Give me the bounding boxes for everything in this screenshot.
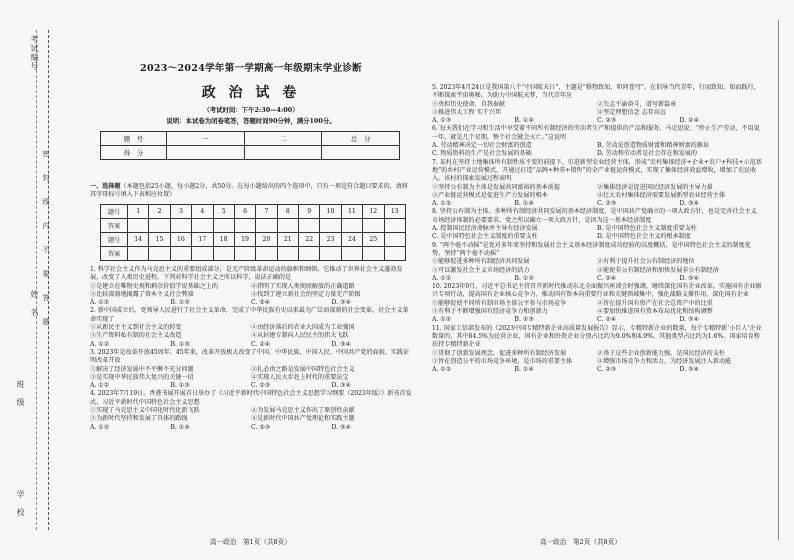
question-options [432,275,762,283]
exam-subject-title: 政 治 试 卷 [201,85,301,101]
answer-option[interactable]: A. ①② [432,316,452,324]
answer-option[interactable]: B. ①④ [170,423,190,431]
answer-cell[interactable] [277,247,298,261]
answer-cell[interactable] [170,247,191,261]
question-stem: 8. 坚持公有制为主体、多种所有制经济共同发展的基本经济制度，是中国共产党确立的一项大政方针，也是完善社会主义市场经济体制的必要要求。党之所以确立一项大政方针，是因为这一基本经济制度 [432,208,757,224]
answer-qnum: 10 [320,205,341,219]
answer-cell[interactable] [213,219,234,233]
choice-statement: ③旨在创造公平的市场竞争环境，是市场的重要主体 [432,357,573,365]
answer-cell[interactable] [299,247,320,261]
score-table-row [101,132,400,146]
answer-qnum: 5 [213,205,234,219]
answer-qnum: 14 [128,233,149,247]
answer-option[interactable]: A. ①② [432,274,452,282]
choice-statement: ②为发展马克思主义作出了原创性贡献 [251,407,355,415]
choice-statement: ②有利于提升社会公有制经济的地位 [597,258,695,266]
answer-qnum: 11 [341,205,362,219]
answer-option[interactable]: C. ②③ [251,382,271,390]
section-one-instructions [90,183,412,200]
score-table-row [101,146,400,160]
choice-statement: ③是实现中华民族伟大复兴的关键一招 [90,373,194,381]
question-stem: 5. 2023年4月24日是我国第八个“中国航天日”，主题是“格物致知，叩问苍穹”。在倡导当代青年，行而致知，知而践行，不断探索宇宙奥秘。为助力中国航天梦，当代青年应 [432,84,760,100]
answer-cell[interactable] [256,219,277,233]
answer-qnum: 13 [384,205,406,219]
answer-option[interactable]: C. 是中国特色社会主义制度的重要支柱 [432,233,538,241]
score-table [100,131,400,160]
choice-statement: ①贯彻了创新发展理念，促进多种所有制经济发展 [432,349,567,357]
question-choices [432,142,762,159]
answer-table-arow [101,219,406,233]
choice-statement: ④找到了建立新社会的坚定力量无产阶级 [251,290,361,298]
answer-option[interactable]: C. ②③ [597,366,617,374]
exam-time: （考试时间：下午2:30—4:00） [203,106,299,114]
question-item [90,307,412,348]
answer-option[interactable]: D. ③④ [331,299,351,307]
answer-label: 题号 [101,233,128,247]
choice-statement: ②集体经济是促进国民经济发展的主导力量 [597,183,713,191]
question-item [432,325,762,375]
answer-cell[interactable] [341,219,362,233]
question-item [432,283,762,324]
exam-header-title: 2023～2024学年第一学期高一年级期末学业诊断 [140,63,362,74]
question-options [432,316,762,324]
question-item [90,349,412,390]
page-footer-right: 高一政治 第2页（共8页） [540,538,621,546]
answer-qnum: 16 [170,233,191,247]
answer-qnum: 6 [234,205,255,219]
choice-statement: ①坚持公有制为主体是发展共同富裕的基本前提 [432,183,560,191]
answer-cell[interactable] [234,219,255,233]
answer-option[interactable]: D. ③④ [679,274,699,282]
exam-no-label: 考试编号 [30,35,39,71]
answer-cell[interactable] [256,247,277,261]
answer-qnum: 7 [256,205,277,219]
choice-statement: ④增强市场竞争力和活力，为经济发展注入新动能 [597,357,732,365]
question-options [90,341,412,349]
choice-statement: ④壮大农村集体经济需要发展新型农业经营主体 [597,191,725,199]
answer-qnum: 20 [256,233,277,247]
choice-statement: ③可以激发社会主义市场经济的活力 [432,266,530,274]
answer-cell[interactable] [320,219,341,233]
answer-cell[interactable] [128,247,149,261]
answer-cell[interactable] [149,247,170,261]
answer-cell[interactable] [299,219,320,233]
question-stem: 11. 国家工信部发布的《2023中国专精特新企业高质量发展报告》显示，专精特新企业的数量，每个专精特新‘小巨人’企业数量的，其中84.5%为民营企业，国有企业和外资企业分别占比约为9.0%和4.9%，其他类型占比约为1.6%。国家培育和扶持专精特新企业 [432,324,762,349]
score-cell: 题 号 [101,132,167,146]
answer-qnum: 19 [234,233,255,247]
question-stem: 7. 某村在坚持土地集体所有制性质不变的前提下，引进新型农业经营主体，形成“农村集体经济+企业+农户+科技+示范基地”的乡村产业运营模式，开通过打造“品牌+种养+销售”的全产业链运营模式，实现了集体经济效益增收，增加了农民收入。该村的探索发展过程表明 [432,158,762,183]
choice-statement: ③推进伟大工程 实干兴邦 [432,108,501,116]
choice-statement: ①勇担历史使命，自我奉献 [432,100,506,108]
exam-note: 说明：本试卷为闭卷笔答，答题时间90分钟，满分100分。 [166,117,336,125]
answer-qnum: 23 [320,233,341,247]
answer-cell[interactable] [213,247,234,261]
answer-qnum: 1 [128,205,149,219]
choice-statement: ①是建立在唯物史观和剩余价值学说基础之上的 [90,282,218,290]
question-options [432,366,762,374]
answer-option[interactable]: B. ①③ [514,274,534,282]
answer-option[interactable]: D. 劳动和劳动者是社会存在和发展的 [597,150,697,158]
answer-empty [384,247,406,261]
question-choices [432,184,762,201]
question-item [432,125,762,158]
question-stem: 3. 2023年是改革开放45周年。45年来，改革开放极大改变了中国、中华民族、中国人民、中国共产党的面貌。实践证明改革开放 [90,348,410,365]
score-cell: 总 分 [322,132,400,146]
question-stem: 9. “两个毫不动摇”是党对多年来坚持和发展社会主义基本经济制度成功经验的高度概括，是中国特色社会主义的制度优势。坚持“两个毫不动摇” [432,241,751,257]
answer-qnum: 22 [299,233,320,247]
answer-cell[interactable] [277,219,298,233]
right-margin-line [778,20,779,540]
question-stem: 2. 新中国成立后，党领导人民进行了社会主义革命，完成了中华民族有史以来最为广泛而深刻的社会变革。社会主义革命实现了 [90,307,409,323]
answer-cell[interactable] [341,247,362,261]
answer-option[interactable]: C. ②④ [251,340,271,348]
answer-option[interactable]: A. ①② [90,382,110,390]
score-input-cell[interactable] [166,146,244,160]
question-choices [90,366,412,383]
page-footer-left: 高一政治 第1页（共8页） [210,538,291,546]
answer-option[interactable]: A. ①② [90,299,110,307]
question-choices [432,101,762,118]
question-choices [90,407,412,424]
answer-option[interactable]: D. ③④ [331,423,351,431]
section-one-text: （本题包括25小题，每小题2分，共50分。在每小题给出的四个选项中，只有一项是符合题目要求的，请将其字母标号填入下表相应位置） [90,183,408,199]
answer-cell[interactable] [384,219,406,233]
score-cell: 一 [166,132,244,146]
answer-cell[interactable] [363,219,384,233]
score-input-cell[interactable] [322,146,400,160]
choice-statement: ④从封建专制向人民民主的伟大飞跃 [251,332,349,340]
question-item [432,159,762,209]
choice-statement: ④是新时代中国共产党理论和实践主题 [251,415,355,423]
answer-cell[interactable] [234,247,255,261]
answer-option[interactable]: B. ①③ [170,340,190,348]
answer-qnum: 24 [341,233,362,247]
answer-table-qrow [101,205,406,219]
answer-option[interactable]: B. ①④ [514,117,534,125]
answer-option[interactable]: A. ①② [432,366,452,374]
question-stem: 1. 科学社会主义作为马克思主义的重要组成部分，是无产阶级革命运动的旗帜和纲领。它推动了世界社会主义蓬勃发展，改变了人类历史进程。下列对科学社会主义之所以科学，说法正确的是 [90,266,403,282]
score-cell: 二 [244,132,322,146]
answer-qnum: 21 [277,233,298,247]
answer-option[interactable]: C. ②④ [597,274,617,282]
answer-option[interactable]: D. 是中国特色社会主义的根本制度 [597,233,691,241]
question-choices [432,350,762,367]
answer-option[interactable]: D. ③④ [331,340,351,348]
answer-option[interactable]: B. ①④ [514,366,534,374]
score-cell: 得 分 [101,146,167,160]
choice-statement: ②矢志不渝奋斗，谱写新篇章 [597,100,677,108]
answer-cell[interactable] [363,247,384,261]
answer-qnum: 9 [299,205,320,219]
answer-qnum: 4 [192,205,213,219]
question-item [432,84,762,125]
name-label: 姓 名 [30,290,39,317]
choice-statement: ②基于这些企业创新能力强，是国民经济的支柱 [597,349,725,357]
questions-right-column [432,84,762,374]
question-stem: 4. 2023年7月19日，香港书展开展首日举办了《习近平新时代中国特色社会主义思想学习纲要（2023年版）》新书首发式。习近平新时代中国特色社会主义思想 [90,390,412,406]
question-item [432,208,762,241]
answer-table-qrow [101,233,406,247]
choice-statement: ④要加快推进国有资本布局优化和结构调整 [597,308,713,316]
answer-qnum: 15 [149,233,170,247]
answer-qnum: 3 [170,205,191,219]
answer-option[interactable]: A. 控制国民经济命脉并主导有经济发展 [432,225,538,233]
answer-qnum: 18 [213,233,234,247]
answer-option[interactable]: C. ②③ [597,200,617,208]
choice-statement: ③有利于不断增强国有经济竞争力和创新力 [432,308,548,316]
answer-option[interactable]: C. ②③ [597,117,617,125]
answer-cell[interactable] [128,219,149,233]
class-label: 班 级 [16,380,25,407]
answer-option[interactable]: B. ①④ [514,200,534,208]
question-options [90,424,412,432]
question-item [90,266,412,307]
question-stem: 6. 每天我们在学习和生活中享受着不同所有制经济的劳动者生产和提供的产品和服务。马克思说：“停止生产劳动，不用说一年，就是几个星期，整个社会就会灭亡。”这说明 [432,125,760,141]
choice-statement: ①能够促进多种所有制经济共同发展 [432,258,530,266]
answer-option[interactable]: B. 是中国特色社会主义制度重要支柱 [597,225,697,233]
question-choices [432,225,762,242]
answer-option[interactable]: B. ①③ [170,299,190,307]
choice-statement: ③产业链运营模式是促进生产力发展的根本 [432,191,548,199]
answer-qnum: 17 [192,233,213,247]
answer-option[interactable]: D. ③④ [679,200,699,208]
answer-label: 答案 [101,247,128,261]
section-one-heading: 一、选择题 [90,183,121,190]
choice-statement: ③为新时代坚持和发展了具体的路线 [90,415,188,423]
choice-statement: ③生产资料私有制的社会主义改造 [90,332,182,340]
answer-option[interactable]: D. ③④ [331,382,351,390]
answer-label: 题号 [101,205,128,219]
seal-dash-inner [36,30,37,530]
answer-cell[interactable] [192,219,213,233]
answer-qnum: 25 [363,233,384,247]
choice-statement: ④实现人民大步赶上时代的重要法宝 [251,373,349,381]
binding-margin [10,20,60,540]
answer-option[interactable]: D. ③④ [679,316,699,324]
question-choices [90,283,412,300]
answer-option[interactable]: A. ①② [90,423,110,431]
questions-left-column [90,266,412,432]
answer-cell[interactable] [320,247,341,261]
choice-statement: ②扎必由之路是发展中国特色社会主义 [251,365,355,373]
choice-statement: ①实现了马克思主义中国化时代化新飞跃 [90,407,200,415]
answer-option[interactable]: C. ②④ [597,316,617,324]
question-choices [432,300,762,317]
answer-option[interactable]: C. 物质资料的生产是社会发展的基础 [432,150,532,158]
choice-statement: ④坚定理想信念 志存高远 [597,108,666,116]
answer-empty [384,233,406,247]
answer-qnum: 12 [363,205,384,219]
answer-cell[interactable] [170,219,191,233]
answer-option[interactable]: D. ③④ [679,366,699,374]
answer-option[interactable]: A. ①② [432,200,452,208]
score-input-cell[interactable] [244,146,322,160]
seal-line-text: 密 封 线 内 不 要 答 题 [42,150,50,326]
answer-qnum: 8 [277,205,298,219]
answer-option[interactable]: A. ①③ [432,117,452,125]
answer-label: 答案 [101,219,128,233]
right-margin [768,20,790,540]
answer-option[interactable]: C. ②③ [251,423,271,431]
choice-statement: ①解决了经济发展中不平衡不充分问题 [90,365,194,373]
question-stem: 10. 2023年9月，习近平总书记主持召开新时代推动东北全面振兴座谈会时强调，继续深化国有企业改革，实施国有企业振兴专项行动，提高国有企业核心竞争力，推动国有资本向重要行业和关键领域集中，强化战略支撑作用，深化国有企业 [432,283,762,299]
answer-option[interactable]: A. 劳动精神决定一切社会财富的创造 [432,142,532,150]
choice-statement: ②指明了实现人类彻底解放的正确道路 [251,282,355,290]
answer-cell[interactable] [192,247,213,261]
answer-option[interactable]: B. ①③ [170,382,190,390]
answer-table [100,204,406,261]
question-item [90,390,412,431]
choice-statement: ②旨在提升国有资产在社会总资产中的比重 [597,299,713,307]
answer-option[interactable]: D. ②④ [679,117,699,125]
choice-statement: ①从新民主主义到社会主义的转变 [90,324,182,332]
choice-statement: ③比较深刻地揭露了资本主义社会弊端 [90,290,194,298]
choice-statement: ④能使非公有制经济和加快发展非公有制经济 [597,266,719,274]
answer-option[interactable]: A. ①② [90,340,110,348]
question-choices [90,324,412,341]
school-label: 学 校 [16,490,25,517]
answer-table-arow [101,247,406,261]
question-item [432,242,762,283]
answer-option[interactable]: B. 劳动是创造物质财富和精神财富的源泉 [597,142,709,150]
answer-option[interactable]: C. ②④ [251,299,271,307]
choice-statement: ②由经济落后的农业大国成为工业强国 [251,324,355,332]
question-choices [432,258,762,275]
answer-option[interactable]: B. ①③ [514,316,534,324]
answer-cell[interactable] [149,219,170,233]
answer-qnum: 2 [149,205,170,219]
choice-statement: ①能够促使不同所有制市场主体公平参与市场竞争 [432,299,567,307]
